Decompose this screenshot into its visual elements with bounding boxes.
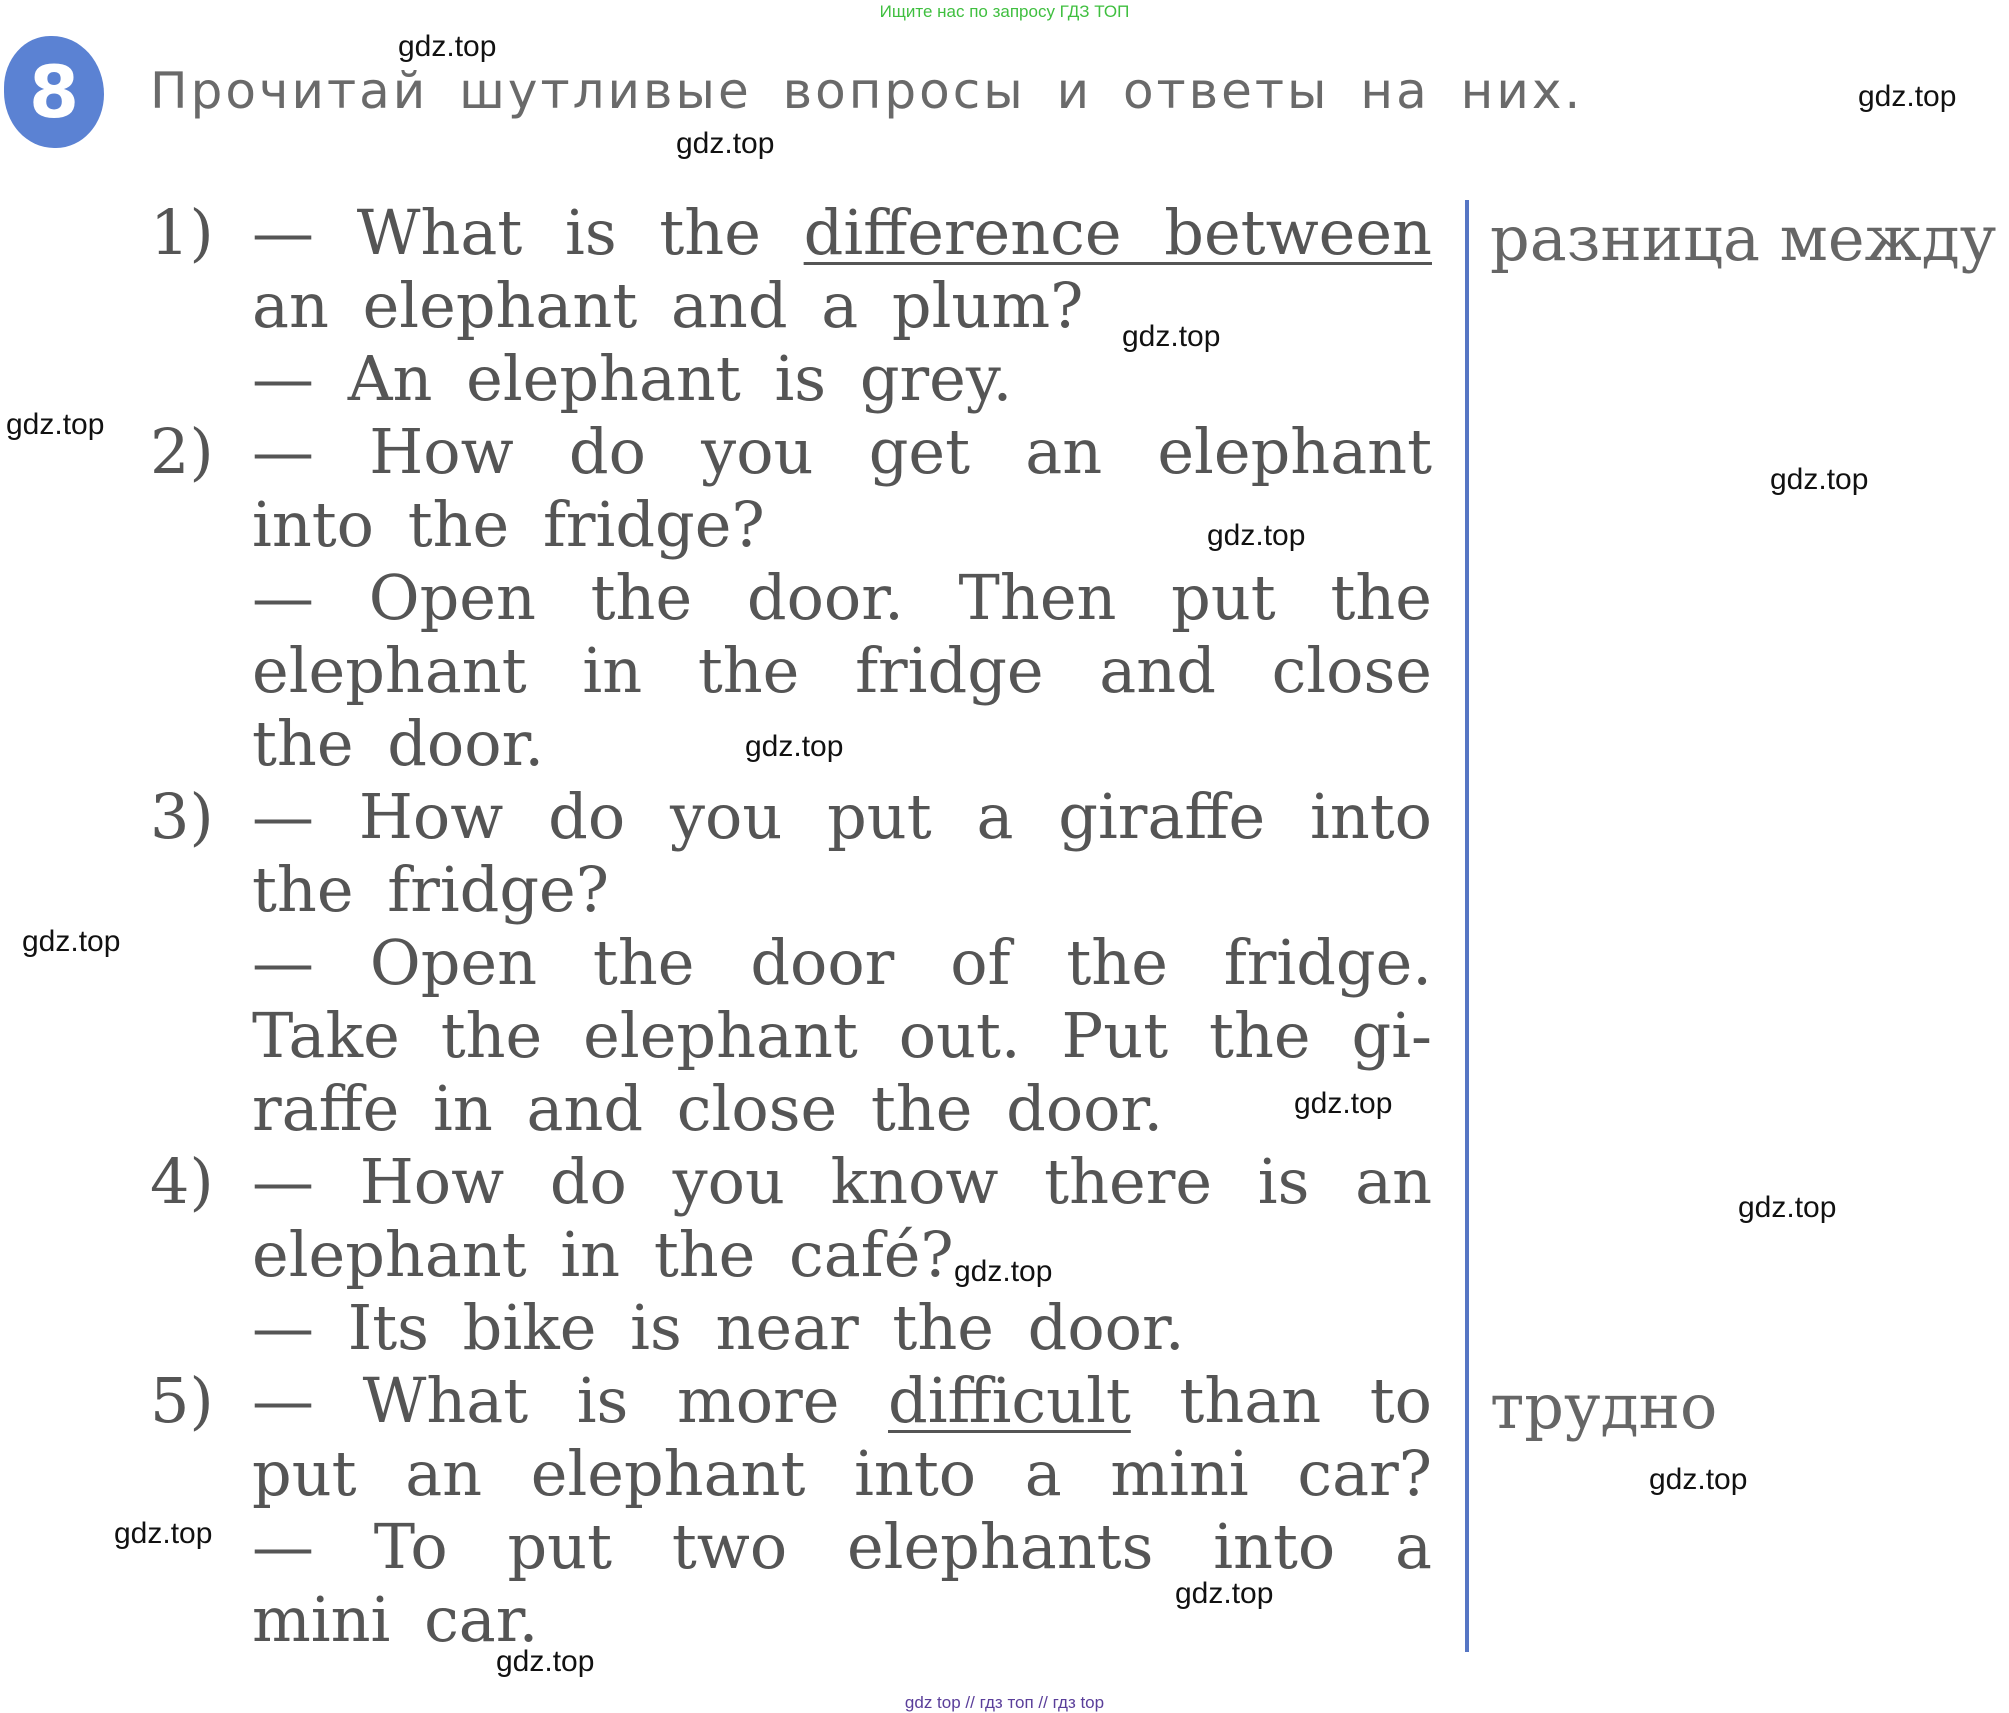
exercise-instruction: Прочитай шутливые вопросы и ответы на них. <box>150 62 1584 120</box>
exercise-number: 8 <box>28 50 80 134</box>
text-line: elephant in the café? <box>252 1218 954 1291</box>
underlined-term: difference between <box>803 196 1432 269</box>
watermark: gdz.top <box>745 730 844 763</box>
watermark: gdz.top <box>1207 519 1306 552</box>
text-line: — Open the door. Then put the <box>252 561 1432 634</box>
watermark: gdz.top <box>22 925 121 958</box>
gloss-difference-between: разница между <box>1490 202 1997 275</box>
text-line: — To put two elephants into a <box>252 1510 1432 1583</box>
watermark: gdz.top <box>6 408 105 441</box>
text-line: an elephant and a plum? <box>252 269 1084 342</box>
watermark: gdz.top <box>1175 1577 1274 1610</box>
text-line: — Open the door of the fridge. <box>252 926 1432 999</box>
item-number: 1) <box>150 196 214 269</box>
text-line: the door. <box>252 707 545 780</box>
text-line: put an elephant into a mini car? <box>252 1437 1432 1510</box>
watermark: gdz.top <box>1738 1191 1837 1224</box>
item-number: 3) <box>150 780 214 853</box>
watermark: gdz.top <box>114 1517 213 1550</box>
text-line: mini car. <box>252 1583 539 1656</box>
watermark: gdz.top <box>676 127 775 160</box>
watermark: gdz.top <box>1858 80 1957 113</box>
item-number: 2) <box>150 415 214 488</box>
text-line: elephant in the fridge and close <box>252 634 1432 707</box>
text-line: raffe in and close the door. <box>252 1072 1164 1145</box>
watermark: gdz.top <box>954 1255 1053 1288</box>
vocabulary-divider <box>1465 200 1469 1652</box>
text-line: Take the elephant out. Put the gi- <box>252 999 1432 1072</box>
text-line: the fridge? <box>252 853 609 926</box>
text-line: into the fridge? <box>252 488 765 561</box>
underlined-term: difficult <box>888 1364 1131 1437</box>
exercise-number-badge <box>4 36 104 148</box>
text-line: — What is the difference between <box>252 196 1432 269</box>
watermark: gdz.top <box>1122 320 1221 353</box>
top-banner[interactable]: Ищите нас по запросу ГДЗ ТОП <box>879 2 1130 21</box>
text-line: — Its bike is near the door. <box>252 1291 1185 1364</box>
item-number: 5) <box>150 1364 214 1437</box>
watermark: gdz.top <box>1770 463 1869 496</box>
text-line: — How do you know there is an <box>252 1145 1432 1218</box>
text-line: — An elephant is grey. <box>252 342 1013 415</box>
watermark: gdz.top <box>398 30 497 63</box>
watermark: gdz.top <box>1294 1087 1393 1120</box>
footer-links[interactable]: gdz top // гдз топ // гдз top <box>904 1693 1105 1712</box>
text-line: — How do you get an elephant <box>252 415 1432 488</box>
text-line: — How do you put a giraffe into <box>252 780 1432 853</box>
item-number: 4) <box>150 1145 214 1218</box>
watermark: gdz.top <box>1649 1463 1748 1496</box>
text-line: — What is more difficult than to <box>252 1364 1432 1437</box>
gloss-difficult: трудно <box>1490 1370 1718 1443</box>
watermark: gdz.top <box>496 1645 595 1678</box>
